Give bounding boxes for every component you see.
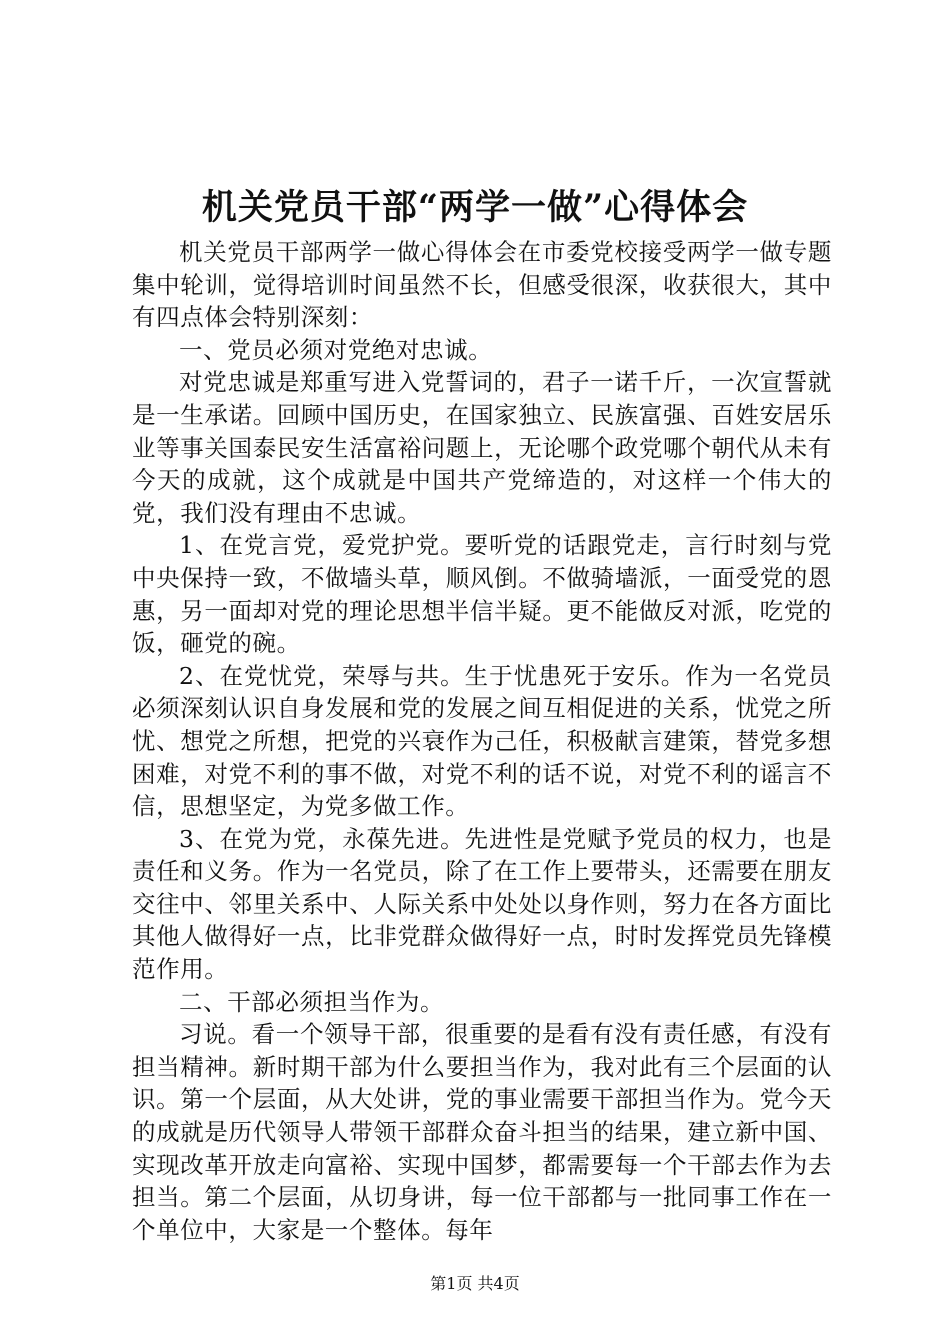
paragraph-responsibility: 习说。看一个领导干部，很重要的是看有没有责任感，有没有担当精神。新时期干部为什么要担当作为，我对此有三个层面的认识。第一个层面，从大处讲，党的事业需要干部担当作为。党今天的成就是历代领导人带领干部群众奋斗担当的结果，建立新中国、实现改革开放走向富裕、实现中国梦，都需要每一个干部去作为去担当。第二个层面，从切身讲，每一位干部都与一批同事工作在一个单位中，大家是一个整体。每年	[132, 1020, 832, 1244]
paragraph-intro: 机关党员干部两学一做心得体会在市委党校接受两学一做专题集中轮训，觉得培训时间虽然不长，但感受很深，收获很大，其中有四点体会特别深刻：	[132, 238, 832, 332]
section-heading-1: 一、党员必须对党绝对忠诚。	[179, 335, 493, 364]
section-heading-2: 二、干部必须担当作为。	[179, 987, 445, 1016]
paragraph-loyalty: 对党忠诚是郑重写进入党誓词的，君子一诺千斤，一次宣誓就是一生承诺。回顾中国历史，在国家独立、民族富强、百姓安居乐业等事关国泰民安生活富裕问题上，无论哪个政党哪个朝代从未有今天的成就，这个成就是中国共产党缔造的，对这样一个伟大的党，我们没有理由不忠诚。	[132, 368, 832, 527]
paragraph-point-3: 3、在党为党，永葆先进。先进性是党赋予党员的权力，也是责任和义务。作为一名党员，除了在工作上要带头，还需要在朋友交往中、邻里关系中、人际关系中处处以身作则，努力在各方面比其他人做得好一点，比非党群众做得好一点，时时发挥党员先锋模范作用。	[132, 824, 832, 984]
document-body	[132, 236, 832, 1246]
paragraph-point-2: 2、在党忧党，荣辱与共。生于忧患死于安乐。作为一名党员必须深刻认识自身发展和党的发展之间互相促进的关系，忧党之所忧、想党之所想，把党的兴衰作为己任，积极献言建策，替党多想困难，对党不利的事不做，对党不利的话不说，对党不利的谣言不信，思想坚定，为党多做工作。	[132, 661, 832, 821]
document-title: 机关党员干部“两学一做”心得体会	[201, 187, 749, 228]
page-footer: 第1页 共4页	[430, 1274, 520, 1293]
paragraph-point-1: 1、在党言党，爱党护党。要听党的话跟党走，言行时刻与党中央保持一致，不做墙头草，顺风倒。不做骑墙派，一面受党的恩惠，另一面却对党的理论思想半信半疑。更不能做反对派，吃党的饭，砸党的碗。	[132, 531, 832, 658]
